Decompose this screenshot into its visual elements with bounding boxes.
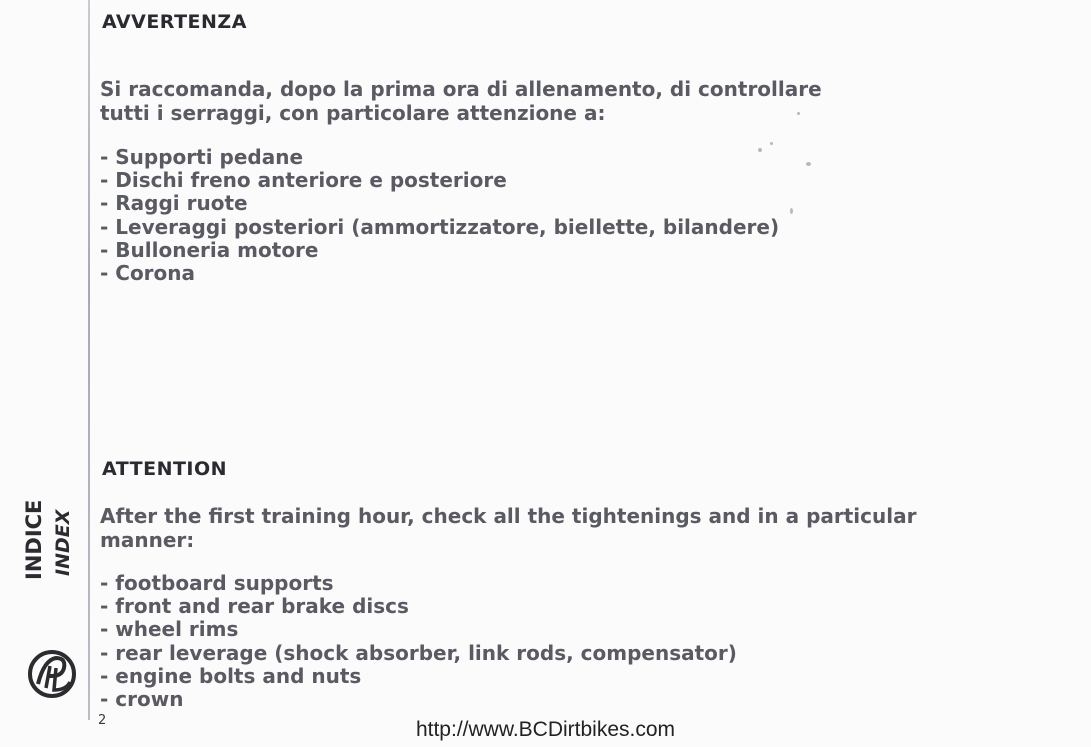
- intro-english-line2: manner:: [100, 528, 195, 552]
- heading-avvertenza: AVVERTENZA: [102, 11, 247, 33]
- intro-italian-line1: Si raccomanda, dopo la prima ora di allenamento, di controllare: [100, 77, 822, 101]
- list-item: - crown: [100, 688, 737, 711]
- intro-italian-line2: tutti i serraggi, con particolare attenzione a:: [100, 101, 606, 125]
- margin-rule: [88, 0, 90, 720]
- checklist-english: [100, 572, 737, 711]
- intro-english-line1: After the first training hour, check all the tightenings and in a particular: [100, 504, 917, 528]
- list-item: - Leveraggi posteriori (ammortizzatore, biellette, bilandere): [100, 216, 779, 239]
- list-item: - Bulloneria motore: [100, 239, 779, 262]
- list-item: - Supporti pedane: [100, 146, 779, 169]
- list-item: - Raggi ruote: [100, 192, 779, 215]
- list-item: - rear leverage (shock absorber, link rods, compensator): [100, 642, 737, 665]
- list-item: - Corona: [100, 262, 779, 285]
- list-item: - Dischi freno anteriore e posteriore: [100, 169, 779, 192]
- heading-attention: ATTENTION: [102, 458, 228, 480]
- list-item: - front and rear brake discs: [100, 595, 737, 618]
- scan-speck: [770, 142, 773, 145]
- scan-speck: [806, 162, 811, 166]
- indice-label: INDICE: [22, 499, 46, 580]
- brand-logo-icon: [26, 646, 80, 704]
- list-item: - wheel rims: [100, 618, 737, 641]
- intro-italian: [100, 77, 822, 125]
- checklist-italian: [100, 146, 779, 285]
- footer-url[interactable]: http://www.BCDirtbikes.com: [415, 718, 676, 741]
- index-nav-link[interactable]: [14, 496, 84, 590]
- page-number: 2: [98, 713, 107, 728]
- intro-english: [100, 504, 916, 552]
- list-item: - engine bolts and nuts: [100, 665, 737, 688]
- index-label: INDEX: [52, 509, 74, 576]
- scan-speck: [790, 208, 793, 214]
- list-item: - footboard supports: [100, 572, 737, 595]
